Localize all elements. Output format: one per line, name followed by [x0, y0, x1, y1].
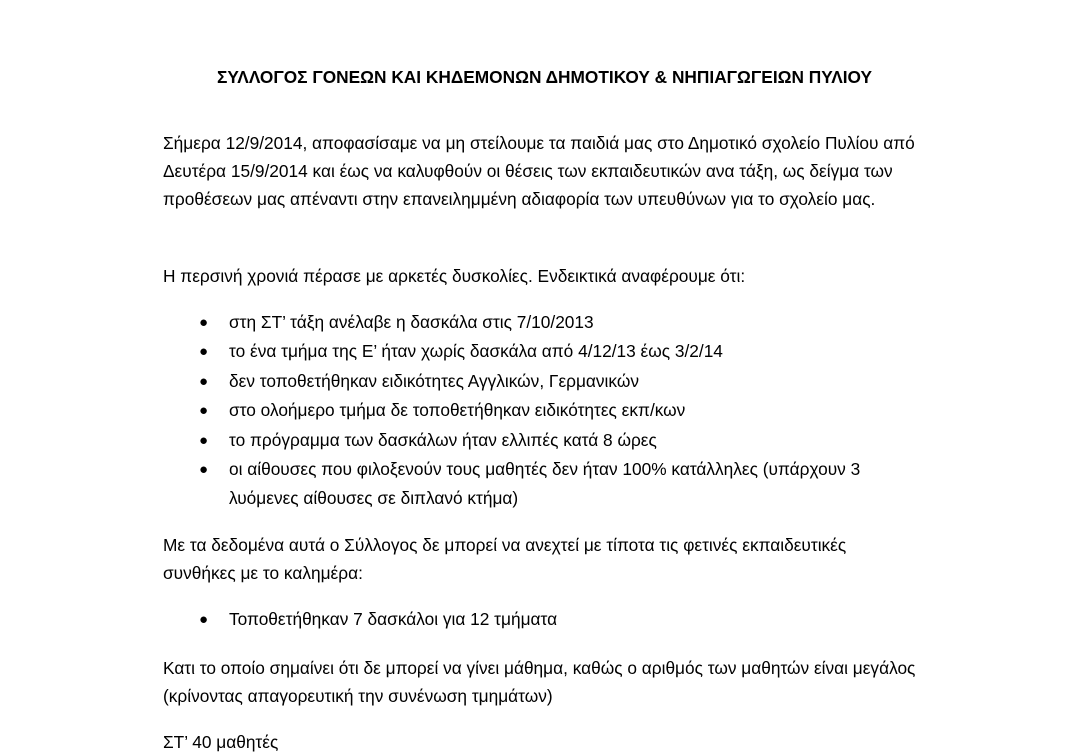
list-item [163, 455, 923, 514]
list-item-text: το ένα τμήμα της Ε’ ήταν χωρίς δασκάλα από 4/12/13 έως 3/2/14 [229, 341, 723, 362]
document-title: ΣΥΛΛΟΓΟΣ ΓΟΝΕΩΝ ΚΑΙ ΚΗΔΕΜΟΝΩΝ ΔΗΜΟΤΙΚΟΥ & ΝΗΠΙΑΓΩΓΕΙΩΝ ΠΥΛΙΟΥ [216, 67, 873, 87]
list-item [163, 367, 923, 396]
list-item-text: Τοποθετήθηκαν 7 δασκάλοι για 12 τμήματα [229, 609, 558, 629]
bullet-icon: ● [199, 402, 209, 420]
bullet-icon: ● [199, 461, 209, 479]
list-item-text: το πρόγραμμα των δασκάλων ήταν ελλιπές κατά 8 ώρες [229, 429, 657, 450]
bullet-icon: ● [199, 431, 209, 449]
list-item [163, 605, 923, 634]
paragraph-consequence: Κατι το οποίο σημαίνει ότι δε μπορεί να γίνει μάθημα, καθώς ο αριθμός των μαθητών είναι μεγάλος (κρίνοντας απαγορευτική την συνένωση τμημάτων) [163, 658, 916, 706]
difficulties-list [163, 308, 923, 514]
paragraph-last-year: Η περσινή χρονιά πέρασε με αρκετές δυσκολίες. Ενδεικτικά αναφέρουμε ότι: [163, 266, 746, 286]
list-item [163, 308, 923, 337]
paragraph-class-count: ΣΤ’ 40 μαθητές [163, 732, 279, 752]
list-item-text: οι αίθουσες που φιλοξενούν τους μαθητές δεν ήταν 100% κατάλληλες (υπάρχουν 3 λυόμενες αίθουσες σε διπλανό κτήμα) [229, 459, 861, 509]
bullet-icon: ● [199, 343, 209, 361]
list-item [163, 396, 923, 425]
list-item-text: δεν τοποθετήθηκαν ειδικότητες Αγγλικών, Γερμανικών [229, 370, 639, 391]
list-item-text: στη ΣΤ’ τάξη ανέλαβε η δασκάλα στις 7/10/2013 [229, 312, 594, 332]
list-item [163, 337, 923, 366]
paragraph-intro: Σήμερα 12/9/2014, αποφασίσαμε να μη στείλουμε τα παιδιά μας στο Δημοτικό σχολείο Πυλίου από Δευτέρα 15/9/2014 και έως να καλυφθούν οι θέσεις των εκπαιδευτικών ανα τάξη, ως δείγμα των προθέσεων μας απέναντι στην επανειλημμένη αδιαφορία των υπευθύνων για το σχολείο μας. [163, 133, 915, 209]
paragraph-this-year: Με τα δεδομένα αυτά ο Σύλλογος δε μπορεί να ανεχτεί με τίποτα τις φετινές εκπαιδευτικές συνθήκες με το καλημέρα: [163, 535, 847, 583]
current-conditions-list [163, 605, 923, 634]
list-item [163, 426, 923, 455]
bullet-icon: ● [199, 372, 209, 390]
list-item-text: στο ολοήμερο τμήμα δε τοποθετήθηκαν ειδικότητες εκπ/κων [229, 400, 686, 421]
bullet-icon: ● [199, 314, 209, 331]
bullet-icon: ● [199, 611, 209, 628]
